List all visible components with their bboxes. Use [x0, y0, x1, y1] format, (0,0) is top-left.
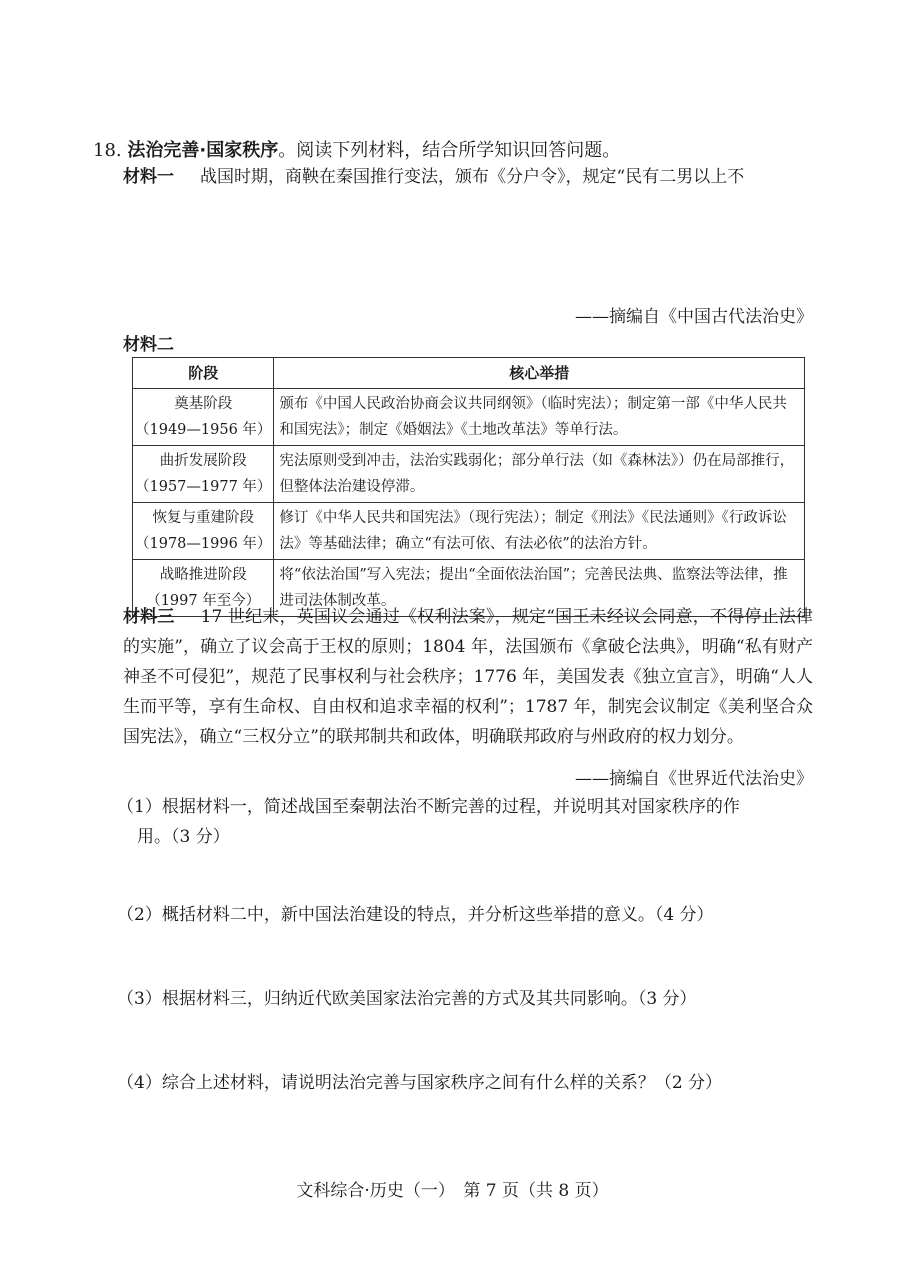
material1	[123, 162, 744, 187]
stage-years: （1957—1977 年）	[135, 479, 272, 495]
measures-cell: 宪法原则受到冲击，法治实践弱化；部分单行法（如《森林法》）仍在局部推行，但整体法治建设停滞。	[274, 446, 805, 503]
measures-cell: 颁布《中国人民政治协商会议共同纲领》（临时宪法）；制定第一部《中华人民共和国宪法》；制定《婚姻法》《土地改革法》等单行法。	[274, 389, 805, 446]
material3	[123, 602, 813, 752]
material3-text: 17 世纪末，英国议会通过《权利法案》，规定“国王未经议会同意，不得停止法律的实施”，确立了议会高于王权的原则；1804 年，法国颁布《拿破仑法典》，明确“私有财产神圣不可侵犯”，规范了民事权利与社会秩序；1776 年，美国发表《独立宣言》，明确“人人生而平等，享有生命权、自由权和追求幸福的权利”；1787 年，制宪会议制定《美利坚合众国宪法》，确立“三权分立”的联邦制共和政体，明确联邦政府与州政府的权力划分。	[123, 607, 814, 747]
question-1-line1: （1）根据材料一，简述战国至秦朝法治不断完善的过程，并说明其对国家秩序的作	[117, 797, 740, 817]
table-row	[133, 389, 805, 446]
question-1	[117, 792, 817, 852]
material1-text: 战国时期，商鞅在秦国推行变法，颁布《分户令》，规定“民有二男以上不	[200, 167, 745, 187]
stage-name: 曲折发展阶段	[159, 453, 247, 469]
stage-name: 恢复与重建阶段	[152, 510, 254, 526]
material1-label: 材料一	[123, 167, 174, 187]
question-4: （4）综合上述材料，请说明法治完善与国家秩序之间有什么样的关系？（2 分）	[117, 1073, 723, 1093]
stage-years: （1949—1956 年）	[135, 422, 272, 438]
material1-source: ——摘编自《中国古代法治史》	[575, 307, 813, 327]
material3-source: ——摘编自《世界近代法治史》	[575, 769, 813, 789]
stage-name: 战略推进阶段	[159, 567, 247, 583]
material2-label: 材料二	[123, 335, 174, 355]
table-row	[133, 446, 805, 503]
stage-name: 奠基阶段	[174, 396, 233, 412]
page-footer: 文科综合·历史（一） 第 7 页（共 8 页）	[296, 1181, 609, 1201]
measures-cell: 将“依法治国”写入宪法；提出“全面依法治国”；完善民法典、监察法等法律，推进司法体制改革。	[274, 560, 805, 617]
table-header-stage: 阶段	[133, 358, 274, 389]
stage-cell	[133, 446, 274, 503]
stage-years: （1978—1996 年）	[135, 536, 272, 552]
stage-cell	[133, 503, 274, 560]
measures-cell: 修订《中华人民共和国宪法》（现行宪法）；制定《刑法》《民法通则》《行政诉讼法》等基础法律；确立“有法可依、有法必依”的法治方针。	[274, 503, 805, 560]
stage-cell	[133, 389, 274, 446]
question-3: （3）根据材料三，归纳近代欧美国家法治完善的方式及其共同影响。（3 分）	[117, 989, 697, 1009]
question-title	[93, 136, 620, 162]
question-number: 18.	[93, 140, 122, 161]
table-header-measures: 核心举措	[274, 358, 805, 389]
table-header-row	[133, 358, 805, 389]
question-instruction: 。阅读下列材料，结合所学知识回答问题。	[278, 140, 621, 161]
question-1-line2: 用。（3 分）	[137, 827, 230, 847]
stage-years: （1997 年至今）	[146, 593, 261, 609]
question-2: （2）概括材料二中，新中国法治建设的特点，并分析这些举措的意义。（4 分）	[117, 905, 714, 925]
question-theme: 法治完善·国家秩序	[127, 140, 279, 161]
material2-table	[132, 357, 805, 617]
table-row	[133, 503, 805, 560]
material3-label: 材料三	[123, 607, 175, 627]
